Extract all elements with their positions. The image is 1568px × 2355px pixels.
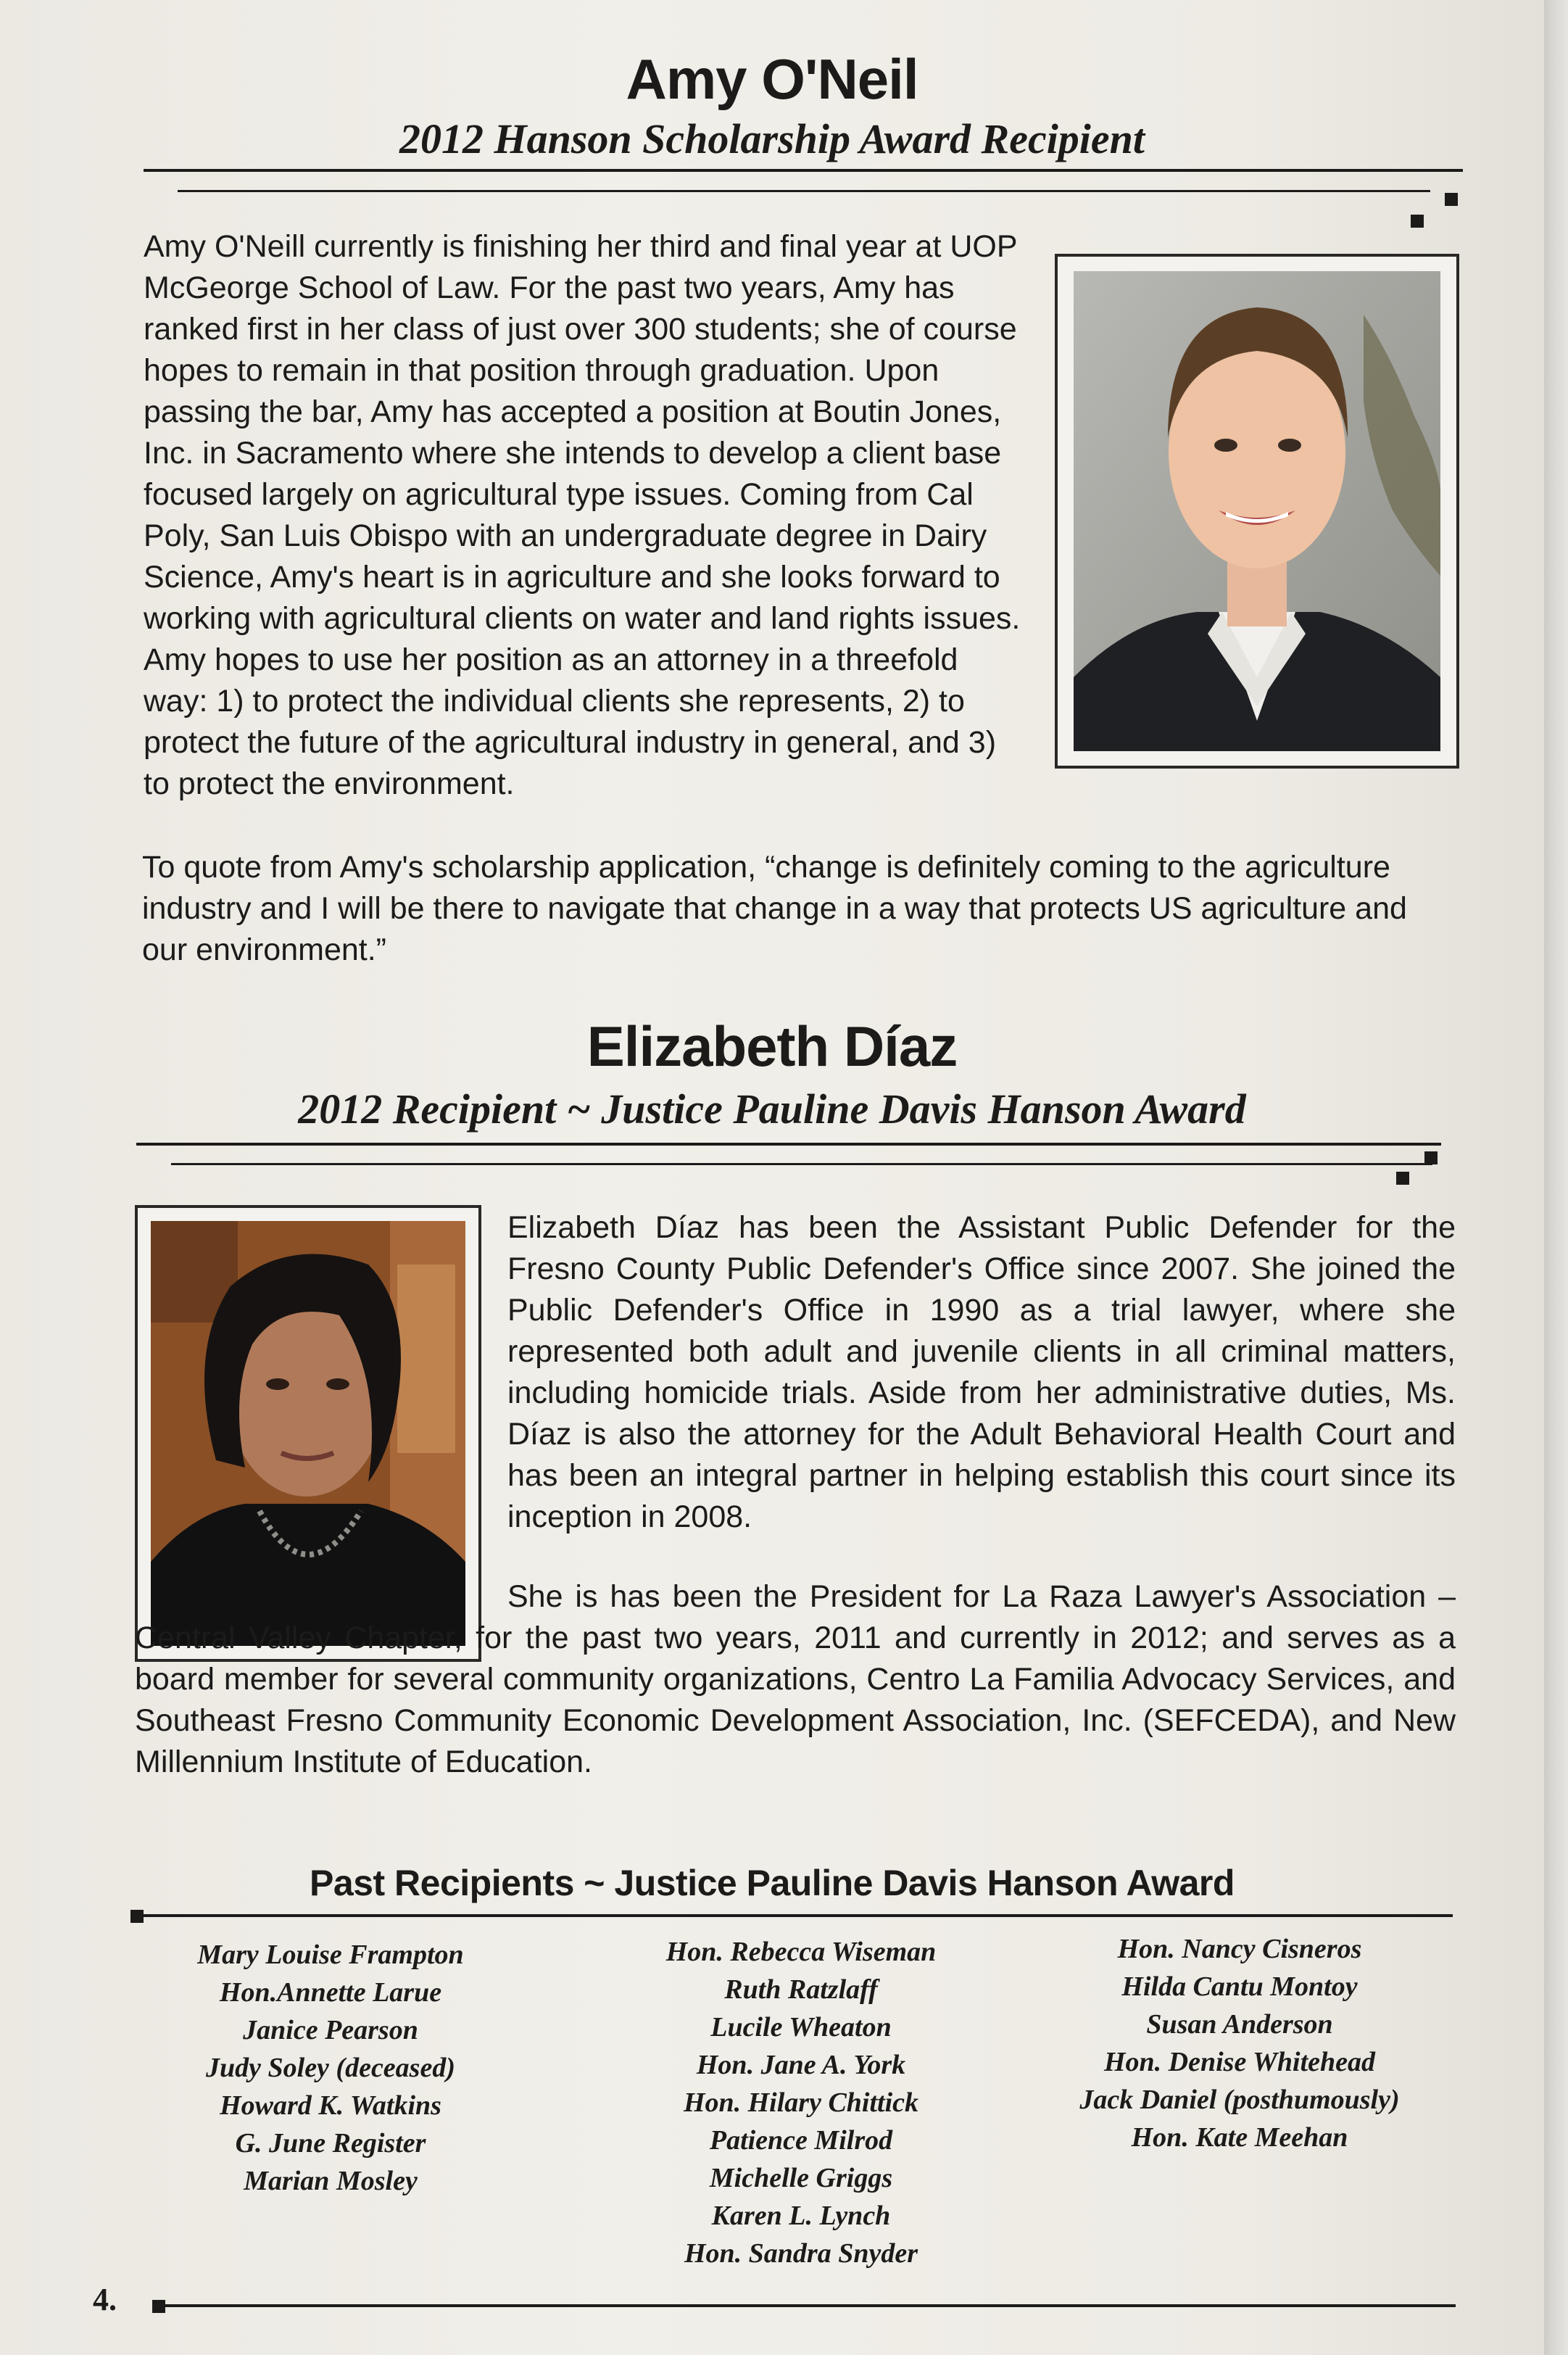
- list-item: Judy Soley (deceased): [206, 2053, 455, 2083]
- list-item: Hon. Nancy Cisneros: [1117, 1934, 1362, 1964]
- amy-portrait-image: [1074, 271, 1440, 751]
- list-item: Patience Milrod: [709, 2125, 893, 2156]
- amy-quote-text: To quote from Amy's scholarship application, “change is definitely coming to the agriculture industry and I will be there to navigate that change in a way that protects US agriculture and our environment.”: [142, 850, 1407, 967]
- amy-bio-text: Amy O'Neill currently is finishing her third and final year at UOP McGeorge School of Law. For the past two years, Amy has ranked first in her class of just over 300 students; she of course hopes to remain in that position through graduation. Upon passing the bar, Amy has accepted a position at Boutin Jones, Inc. in Sacramento where she intends to develop a client base focused largely on agricultural type issues. Coming from Cal Poly, San Luis Obispo with an undergraduate degree in Dairy Science, Amy's heart is in agriculture and she looks forward to working with agricultural clients on water and land rights issues. Amy hopes to use her position as an attorney in a threefold way: 1) to protect the individual clients she represents, 2) to protect the future of the agricultural industry in general, and 3) to protect the environment.: [144, 229, 1021, 801]
- list-item: Hon. Denise Whitehead: [1103, 2047, 1376, 2077]
- amy-photo-frame: [1055, 254, 1459, 769]
- page-edge: [1544, 0, 1568, 2355]
- list-item: Ruth Ratzlaff: [724, 1974, 878, 2005]
- list-item: Hon. Rebecca Wiseman: [665, 1937, 937, 1967]
- past-recipients-title: Past Recipients ~ Justice Pauline Davis Hanson Award: [310, 1863, 1235, 1903]
- recipient-name-elizabeth: Elizabeth Díaz: [586, 1014, 958, 1078]
- list-item: Jack Daniel (posthumously): [1079, 2085, 1400, 2115]
- list-item: G. June Register: [235, 2128, 426, 2159]
- list-item: Hon. Kate Meehan: [1131, 2122, 1348, 2153]
- amy-bio: [144, 226, 1024, 805]
- divider-ornament: [1424, 1151, 1438, 1164]
- amy-quote: [142, 847, 1447, 971]
- list-item: Hon.Annette Larue: [219, 1977, 442, 2008]
- divider-ornament: [1445, 193, 1458, 206]
- divider-ornament-2: [1411, 215, 1424, 228]
- past-recipients-column-3: [1029, 1930, 1450, 2156]
- list-item: Susan Anderson: [1146, 2009, 1333, 2040]
- list-item: Hon. Hilary Chittick: [683, 2087, 919, 2118]
- elizabeth-bio-text: Elizabeth Díaz has been the Assistant Public Defender for the Fresno County Public Defender's Office since 2007. She joined the Public Defender's Office in 1990 as a trial lawyer, where she represented both adult and juvenile clients in all criminal matters, including homicide trials. Aside from her administrative duties, Ms. Díaz is also the attorney for the Adult Behavioral Health Court and has been an integral partner in helping establish this court since its inception in 2008.: [507, 1210, 1456, 1534]
- divider-line-2: [178, 190, 1430, 192]
- list-item: Janice Pearson: [243, 2015, 418, 2045]
- past-recipients-column-1: [135, 1936, 526, 2200]
- divider-ornament: [130, 1910, 144, 1923]
- page-number: 4.: [93, 2282, 117, 2317]
- divider-line: [136, 1143, 1441, 1146]
- list-item: Karen L. Lynch: [711, 2201, 891, 2231]
- recipient-subtitle-amy: 2012 Hanson Scholarship Award Recipient: [399, 115, 1145, 162]
- divider-ornament-2: [1396, 1172, 1409, 1185]
- list-item: Hon. Sandra Snyder: [684, 2238, 918, 2269]
- list-item: Howard K. Watkins: [220, 2090, 441, 2121]
- list-item: Hon. Jane A. York: [696, 2050, 906, 2080]
- list-item: Mary Louise Frampton: [197, 1940, 464, 1970]
- recipient-name-amy: Amy O'Neil: [626, 47, 918, 111]
- list-item: Lucile Wheaton: [710, 2012, 892, 2042]
- past-recipients-rule: [135, 1914, 1453, 1917]
- past-recipients-column-2: [584, 1933, 1019, 2272]
- recipient-subtitle-elizabeth: 2012 Recipient ~ Justice Pauline Davis Hanson Award: [298, 1085, 1246, 1133]
- list-item: Michelle Griggs: [709, 2163, 893, 2193]
- divider-line: [144, 169, 1463, 172]
- elizabeth-bio-2-text: She is has been the President for La Raza Lawyer's Association – Central Valley Chapter, for the past two years, 2011 and currently in 2012; and serves as a board member for several community organizations, Centro La Familia Advocacy Services, and Southeast Fresno Community Economic Development Association, Inc. (SEFCEDA), and New Millennium Institute of Education.: [135, 1579, 1456, 1779]
- divider-line-2: [171, 1163, 1432, 1165]
- footer-rule: [158, 2304, 1456, 2307]
- elizabeth-bio: [507, 1207, 1456, 1538]
- amy-portrait-photo: [1074, 271, 1440, 751]
- elizabeth-bio-2: [135, 1576, 1456, 1783]
- list-item: Hilda Cantu Montoy: [1121, 1971, 1358, 2002]
- list-item: Marian Mosley: [244, 2166, 418, 2196]
